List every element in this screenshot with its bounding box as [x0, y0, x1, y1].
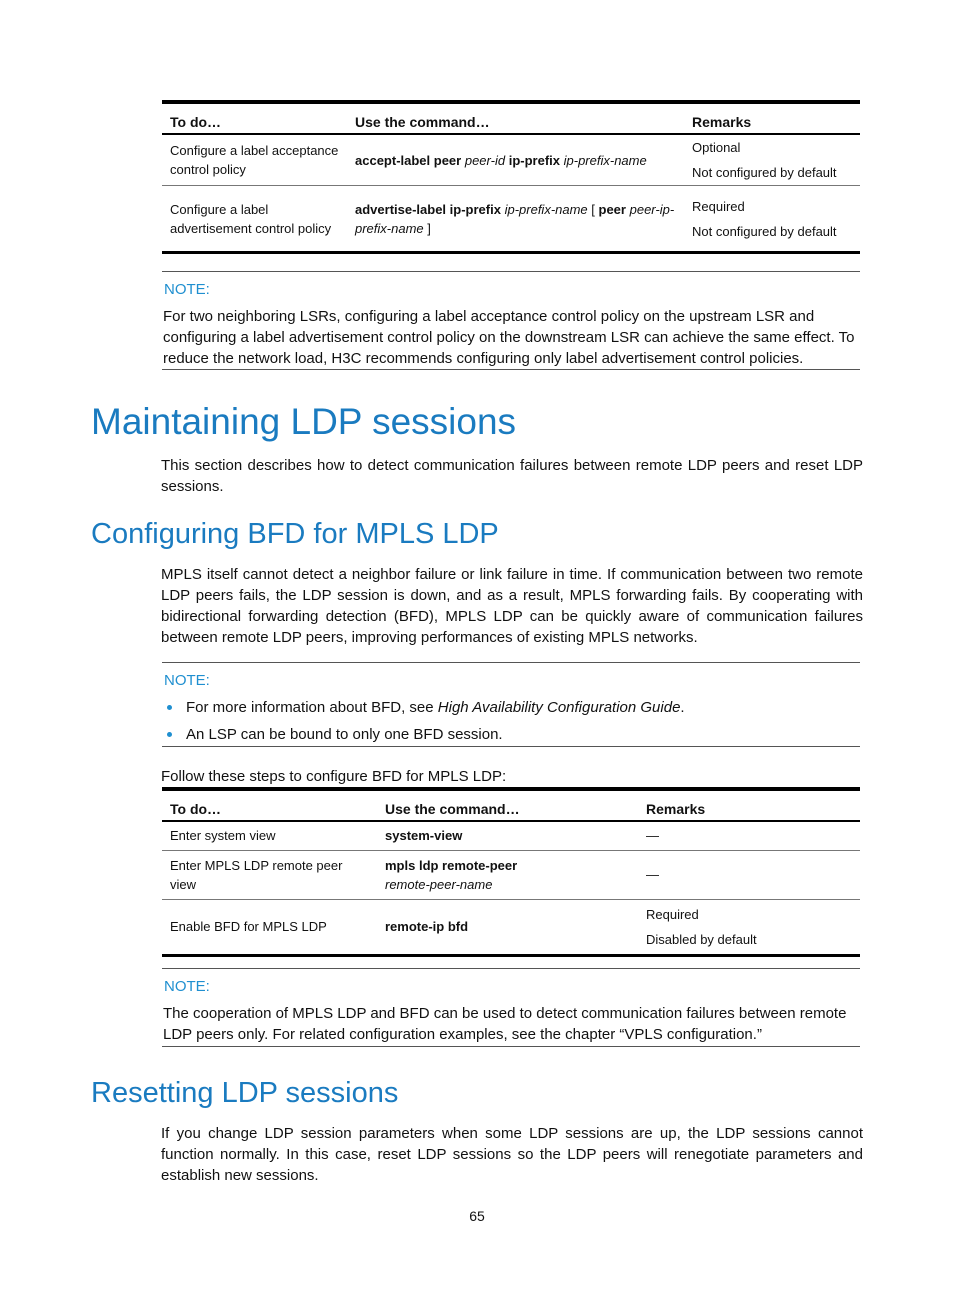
guide-title: High Availability Configuration Guide: [437, 699, 681, 716]
list-item: [162, 697, 860, 718]
note-label: NOTE:: [164, 978, 210, 995]
remark-line: Not configured by default: [692, 165, 837, 180]
table-row: [162, 186, 860, 253]
note-box: [162, 662, 860, 747]
note-box: [162, 271, 860, 370]
col-header-command: Use the command…: [385, 801, 520, 817]
note-box: [162, 968, 860, 1047]
remarks-cell: [638, 850, 860, 899]
col-header-todo: To do…: [170, 114, 222, 130]
command-token: accept-label peer: [355, 152, 462, 168]
todo-cell: Enter MPLS LDP remote peer view: [170, 857, 343, 892]
command-token: ip-prefix-name: [504, 201, 588, 217]
table-header-row: [162, 789, 860, 821]
todo-cell: Enter system view: [170, 828, 276, 844]
command-token: ip-prefix: [508, 152, 560, 168]
bullet-text: For more information about BFD, see: [186, 699, 438, 716]
note-label: NOTE:: [164, 672, 210, 689]
note-text: The cooperation of MPLS LDP and BFD can be used to detect communication failures between remote LDP peers only. For related configuration examples, see the chapter “VPLS configuration.”: [163, 1005, 847, 1043]
command-cell: advertise-label ip-prefix ip-prefix-name [ peer peer-ip-prefix-name ]: [355, 201, 675, 236]
remarks-cell: [684, 186, 860, 253]
section-body-paragraph: If you change LDP session parameters when some LDP sessions are up, the LDP sessions cannot function normally. In this case, reset LDP sessions so the LDP peers will renegotiate parameters and establish new sessions.: [161, 1125, 863, 1184]
command-token: advertise-label ip-prefix: [355, 201, 501, 217]
page-number: 65: [469, 1208, 485, 1224]
section-heading-resetting: Resetting LDP sessions: [91, 1077, 399, 1109]
label-policy-table: [162, 100, 860, 254]
note-bullet-list: [162, 697, 860, 745]
table-row: [162, 821, 860, 850]
todo-cell: Configure a label advertisement control policy: [170, 201, 332, 236]
col-header-remarks: Remarks: [646, 801, 706, 817]
command-cell: [377, 899, 638, 955]
remark-line: —: [646, 867, 659, 882]
bullet-icon: [167, 732, 172, 737]
note-text: For two neighboring LSRs, configuring a label acceptance control policy on the upstream LSR and configuring a label advertisement control policy on the downstream LSR can achieve the same effect. To reduce the network load, H3C recommends configuring only label advertisement control policies.: [163, 308, 855, 367]
command-cell: [377, 821, 638, 850]
remark-line: Disabled by default: [646, 931, 757, 947]
col-header-todo: To do…: [170, 801, 222, 817]
command-token: peer: [598, 201, 626, 217]
command-token: remote-ip bfd: [385, 919, 469, 934]
command-cell: [347, 134, 684, 186]
command-token: peer-ip-prefix-name: [355, 201, 675, 236]
bullet-text: An LSP can be bound to only one BFD session.: [186, 726, 503, 743]
bullet-text: .: [680, 699, 685, 716]
bfd-config-table: [162, 787, 860, 957]
command-token: peer-id: [464, 152, 506, 168]
steps-intro: Follow these steps to configure BFD for MPLS LDP:: [161, 768, 507, 785]
command-cell: [377, 850, 638, 899]
table-row: [162, 850, 860, 899]
col-header-command: Use the command…: [355, 114, 490, 130]
command-token: system-view: [385, 828, 463, 844]
col-header-remarks: Remarks: [692, 114, 752, 130]
remark-line: Required: [646, 906, 699, 922]
todo-cell: Enable BFD for MPLS LDP: [170, 919, 327, 934]
table-row: [162, 899, 860, 955]
remark-line: —: [646, 828, 659, 844]
command-token: mpls ldp remote-peer: [385, 857, 518, 873]
note-label: NOTE:: [164, 281, 210, 298]
section-heading-bfd: Configuring BFD for MPLS LDP: [91, 518, 499, 550]
remarks-cell: [684, 134, 860, 186]
command-token: ip-prefix-name: [563, 152, 647, 168]
remarks-cell: [638, 899, 860, 955]
remark-line: Required: [692, 198, 745, 214]
table-row: [162, 134, 860, 186]
remarks-cell: [638, 821, 860, 850]
section-body-paragraph: MPLS itself cannot detect a neighbor failure or link failure in time. If communication between two remote LDP peers fails, the LDP session is down, and as a result, MPLS forwarding fails. By cooperating with bidirectional forwarding detection (BFD), MPLS LDP can be quickly aware of communication failures between remote LDP peers, improving performances of existing MPLS networks.: [161, 566, 863, 646]
remark-line: Not configured by default: [692, 223, 837, 239]
table-header-row: [162, 102, 860, 134]
command-token: remote-peer-name: [385, 876, 493, 892]
section-body-paragraph: This section describes how to detect communication failures between remote LDP peers and reset LDP sessions.: [161, 457, 863, 495]
bullet-icon: [167, 705, 172, 710]
todo-cell: Configure a label acceptance control policy: [170, 143, 339, 177]
list-item: [162, 724, 860, 745]
remark-line: Optional: [692, 140, 741, 155]
section-heading-maintaining: Maintaining LDP sessions: [91, 401, 517, 442]
